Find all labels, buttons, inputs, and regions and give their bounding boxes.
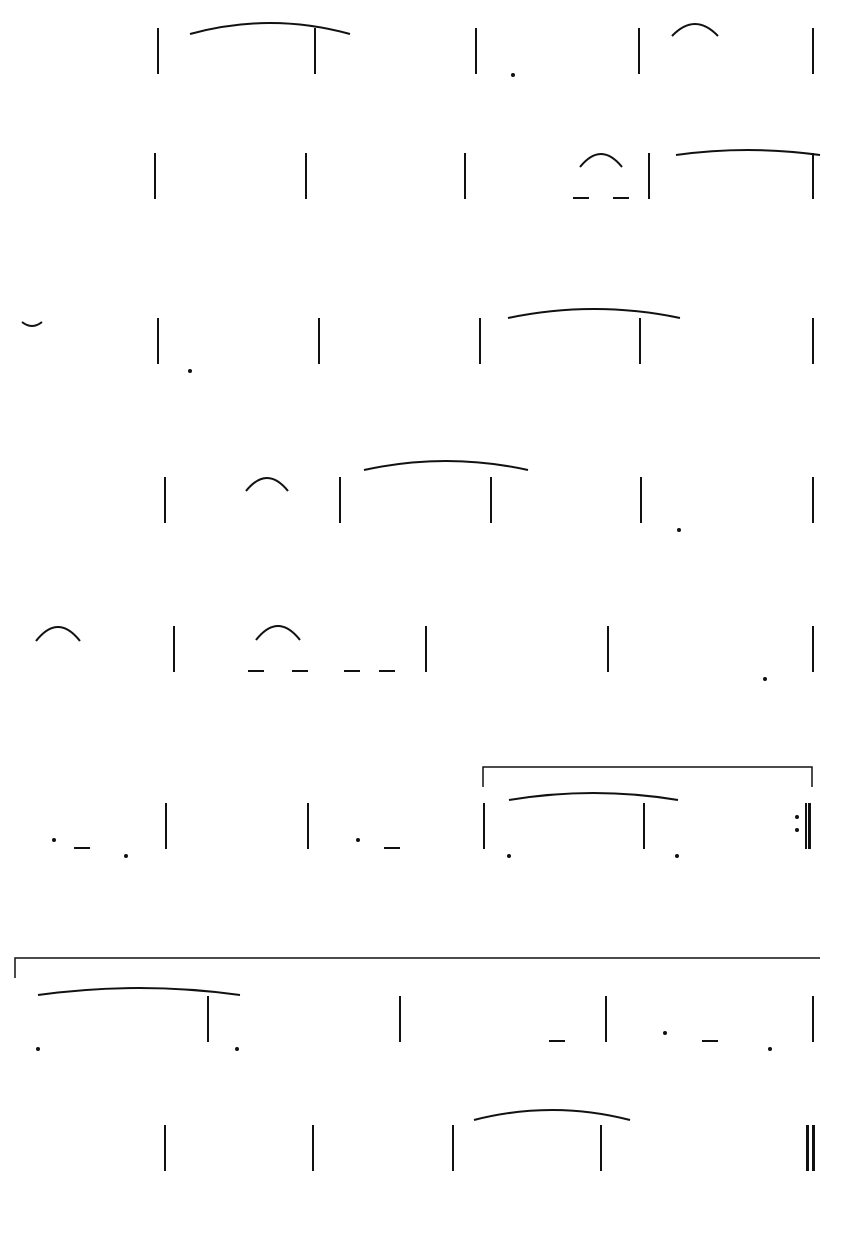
slur	[190, 23, 350, 34]
slur	[508, 309, 680, 318]
slur	[580, 154, 622, 167]
volta-bracket-2	[15, 958, 820, 978]
slur	[22, 322, 42, 326]
slur	[672, 24, 718, 36]
slur	[256, 626, 300, 640]
slur	[474, 1110, 630, 1120]
slur	[246, 478, 288, 491]
slur	[36, 627, 80, 641]
volta-bracket-1	[483, 767, 812, 787]
slur	[509, 793, 678, 800]
slur	[38, 988, 240, 995]
slur	[676, 150, 820, 155]
slur	[364, 461, 528, 470]
